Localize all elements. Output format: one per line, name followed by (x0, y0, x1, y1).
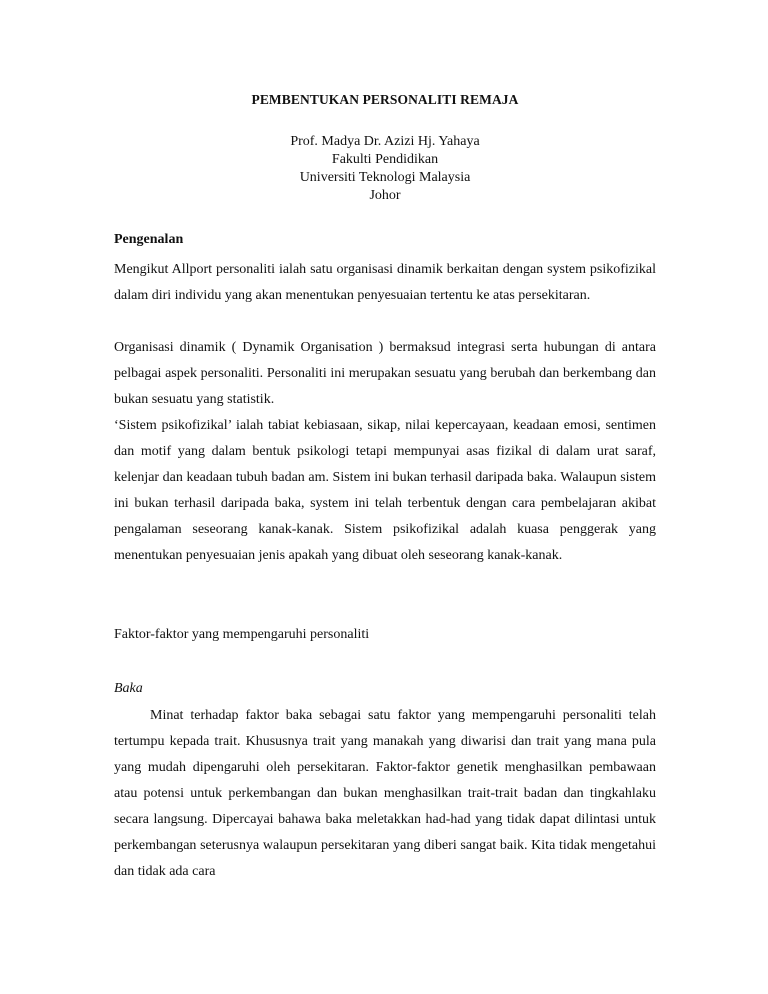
author-university: Universiti Teknologi Malaysia (299, 170, 471, 185)
author-block (114, 133, 656, 205)
intro-heading: Pengenalan (114, 232, 184, 247)
author-name: Prof. Madya Dr. Azizi Hj. Yahaya (290, 134, 480, 149)
intro-paragraph-2: Organisasi dinamik ( Dynamik Organisation ) bermaksud integrasi serta hubungan di antara pelbagai aspek personaliti. Personaliti ini merupakan sesuatu yang berubah dan berkembang dan bukan sesuatu yang statistik. (114, 340, 656, 407)
baka-paragraph: Minat terhadap faktor baka sebagai satu faktor yang mempengaruhi personaliti telah tertumpu kepada trait. Khususnya trait yang manakah yang diwarisi dan trait yang mana pula yang mudah dipengaruhi oleh persekitaran. Faktor-faktor genetik menghasilkan pembawaan atau potensi untuk perkembangan dan bukan menghasilkan trait-trait badan dan tingkahlaku secara langsung. Dipercayai bahawa baka meletakkan had-had yang tidak dapat dilintasi untuk perkembangan seterusnya walaupun persekitaran yang diberi sangat baik. Kita tidak mengetahui dan tidak ada cara (114, 708, 656, 879)
author-location: Johor (369, 188, 401, 203)
author-faculty: Fakulti Pendidikan (331, 152, 439, 167)
factors-heading: Faktor-faktor yang mempengaruhi personaliti (114, 627, 370, 642)
baka-heading: Baka (114, 681, 143, 696)
intro-paragraph-3: ‘Sistem psikofizikal’ ialah tabiat kebiasaan, sikap, nilai kepercayaan, keadaan emosi, sentimen dan motif yang dalam bentuk psikologi tetapi mempunyai asas fizikal di dalam urat saraf, kelenjar dan keadaan tubuh badan am. Sistem ini bukan terhasil daripada baka. Walaupun sistem ini bukan terhasil daripada baka, system ini telah terbentuk dengan cara pembelajaran akibat pengalaman seseorang kanak-kanak. Sistem psikofizikal adalah kuasa penggerak yang menentukan penyesuaian jenis apakah yang dibuat oleh seseorang kanak-kanak. (114, 418, 656, 563)
intro-paragraph-1: Mengikut Allport personaliti ialah satu organisasi dinamik berkaitan dengan system psikofizikal dalam diri individu yang akan menentukan penyesuaian tertentu ke atas persekitaran. (114, 262, 656, 303)
document-title: PEMBENTUKAN PERSONALITI REMAJA (251, 92, 519, 107)
